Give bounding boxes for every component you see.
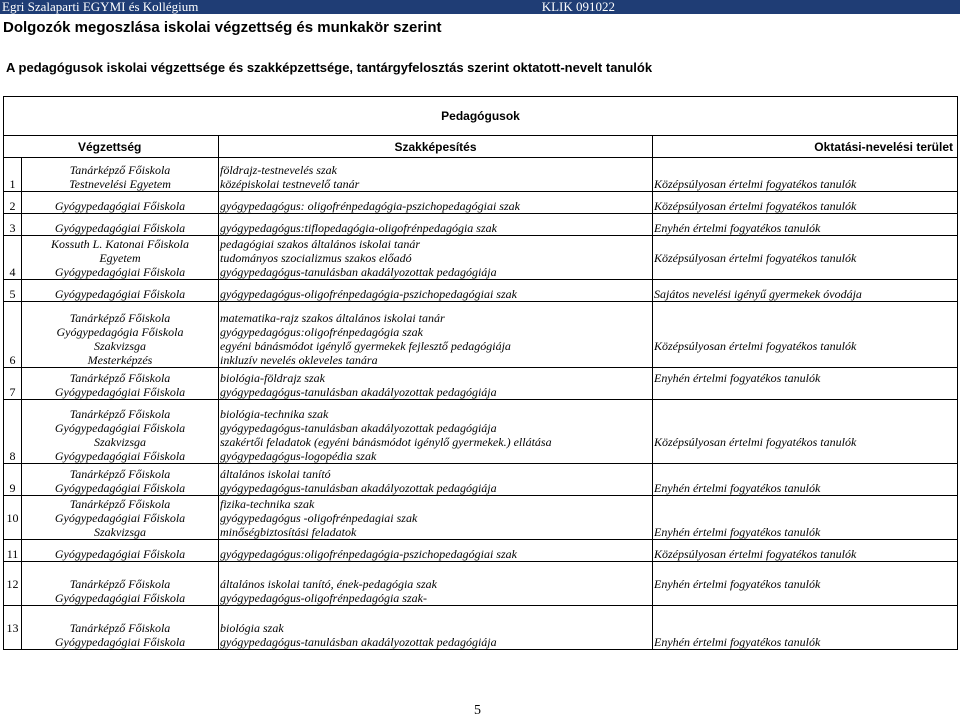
school-cell-line: Gyógypedagógiai Főiskola	[54, 591, 186, 605]
qualification-cell	[219, 562, 653, 606]
table-row	[4, 400, 958, 464]
qualification-cell	[219, 368, 653, 400]
teaching-area-cell	[653, 540, 958, 562]
teaching-area-cell-line	[654, 353, 956, 367]
school-cell	[22, 606, 219, 650]
school-cell-line: Gyógypedagógiai Főiskola	[54, 221, 186, 235]
teaching-area-cell	[653, 400, 958, 464]
school-cell	[22, 368, 219, 400]
qualification-cell	[219, 464, 653, 496]
teaching-area-cell-line: Középsúlyosan értelmi fogyatékos tanulók	[654, 251, 857, 265]
school-cell-line: Tanárképző Főiskola	[69, 407, 171, 421]
qualification-cell-line: biológia-földrajz szak	[220, 371, 326, 385]
qualification-cell-line: gyógypedagógus-tanulásban akadályozottak pedagógiája	[220, 265, 497, 279]
column-header-row	[4, 136, 958, 158]
qualification-cell-line: biológia-technika szak	[220, 407, 329, 421]
teaching-area-cell	[653, 214, 958, 236]
qualification-cell-line: gyógypedagógus:tiflopedagógia-oligofrénpedagógia szak	[220, 221, 497, 235]
school-cell-line: Gyógypedagógia Főiskola	[56, 325, 184, 339]
row-number: 1	[4, 158, 22, 192]
qualification-cell-line: gyógypedagógus: oligofrénpedagógia-pszichopedagógiai szak	[220, 199, 520, 213]
school-cell	[22, 302, 219, 368]
row-number: 11	[4, 540, 22, 562]
school-cell-line: Szakvizsga	[94, 525, 146, 539]
section-subtitle: A pedagógusok iskolai végzettsége és szakképzettsége, tantárgyfelosztás szerint oktatott-nevelt tanulók	[6, 60, 653, 75]
qualification-cell	[219, 158, 653, 192]
teaching-area-cell	[653, 192, 958, 214]
qualification-cell-line: középiskolai testnevelő tanár	[220, 177, 360, 191]
school-cell-line: Mesterképzés	[87, 353, 153, 367]
school-cell-line: Tanárképző Főiskola	[69, 577, 171, 591]
teaching-area-cell-line	[654, 449, 956, 463]
table-row	[4, 496, 958, 540]
qualification-cell-line: gyógypedagógus-oligofrénpedagógia-pszichopedagógiai szak	[220, 287, 517, 301]
school-cell-line: Kossuth L. Katonai Főiskola	[50, 237, 190, 251]
teaching-area-cell-line: Enyhén értelmi fogyatékos tanulók	[654, 221, 821, 235]
table-row	[4, 464, 958, 496]
teaching-area-cell-line	[654, 407, 956, 421]
school-cell	[22, 562, 219, 606]
teaching-area-cell	[653, 496, 958, 540]
document-title: Dolgozók megoszlása iskolai végzettség és munkakör szerint	[3, 19, 442, 36]
qualification-cell-line: matematika-rajz szakos általános iskolai tanár	[220, 311, 445, 325]
school-cell-line: Szakvizsga	[94, 435, 146, 449]
teaching-area-cell-line	[654, 265, 956, 279]
teaching-area-cell-line: Enyhén értelmi fogyatékos tanulók	[654, 525, 821, 539]
teaching-area-cell-line: Középsúlyosan értelmi fogyatékos tanulók	[654, 199, 857, 213]
qualification-cell	[219, 496, 653, 540]
qualification-cell-line: gyógypedagógus-tanulásban akadályozottak pedagógiája	[220, 481, 497, 495]
teaching-area-cell-line	[654, 591, 956, 605]
qualification-cell	[219, 236, 653, 280]
school-cell-line: Gyógypedagógiai Főiskola	[54, 635, 186, 649]
school-cell	[22, 192, 219, 214]
teaching-area-cell-line: Enyhén értelmi fogyatékos tanulók	[654, 577, 821, 591]
teaching-area-cell-line: Középsúlyosan értelmi fogyatékos tanulók	[654, 435, 857, 449]
qualification-cell-line: pedagógiai szakos általános iskolai tanár	[220, 237, 421, 251]
qualification-cell-line: biológia szak	[220, 621, 284, 635]
table-row	[4, 236, 958, 280]
qualification-cell-line: gyógypedagógus-tanulásban akadályozottak pedagógiája	[220, 635, 497, 649]
row-number: 5	[4, 280, 22, 302]
row-number: 13	[4, 606, 22, 650]
teaching-area-cell-line	[654, 325, 956, 339]
school-cell-line: Gyógypedagógiai Főiskola	[54, 199, 186, 213]
table-row	[4, 606, 958, 650]
teaching-area-cell-line	[654, 621, 956, 635]
row-number: 9	[4, 464, 22, 496]
teaching-area-cell-line: Enyhén értelmi fogyatékos tanulók	[654, 371, 821, 385]
qualification-cell	[219, 540, 653, 562]
qualification-cell-line: gyógypedagógus-oligofrénpedagógia szak-	[220, 591, 427, 605]
row-number: 12	[4, 562, 22, 606]
teaching-area-cell	[653, 236, 958, 280]
school-cell-line: Gyógypedagógiai Főiskola	[54, 511, 186, 525]
table-row	[4, 158, 958, 192]
teaching-area-cell-line	[654, 311, 956, 325]
col-header-terulet: Oktatási-nevelési terület	[653, 136, 958, 158]
row-number: 7	[4, 368, 22, 400]
qualification-cell	[219, 192, 653, 214]
teaching-area-cell-line	[654, 163, 956, 177]
school-cell-line: Tanárképző Főiskola	[69, 497, 171, 511]
school-cell-line: Tanárképző Főiskola	[69, 311, 171, 325]
school-cell	[22, 464, 219, 496]
document-header-bar	[0, 0, 960, 14]
school-cell-line: Tanárképző Főiskola	[69, 467, 171, 481]
qualification-cell-line: gyógypedagógus-tanulásban akadályozottak pedagógiája	[220, 385, 497, 399]
teaching-area-cell-line: Középsúlyosan értelmi fogyatékos tanulók	[654, 177, 857, 191]
qualification-cell-line: egyéni bánásmódot igénylő gyermekek fejlesztő pedagógiája	[220, 339, 511, 353]
qualification-cell	[219, 214, 653, 236]
qualification-cell-line: gyógypedagógus-tanulásban akadályozottak pedagógiája	[220, 421, 497, 435]
teaching-area-cell	[653, 280, 958, 302]
school-cell-line: Tanárképző Főiskola	[69, 371, 171, 385]
school-cell-line: Gyógypedagógiai Főiskola	[54, 385, 186, 399]
page-number: 5	[474, 703, 481, 718]
school-cell-line: Gyógypedagógiai Főiskola	[54, 421, 186, 435]
qualification-cell	[219, 606, 653, 650]
school-cell-line: Tanárképző Főiskola	[69, 163, 171, 177]
col-header-szakkepesites: Szakképesítés	[219, 136, 653, 158]
qualification-cell-line: földrajz-testnevelés szak	[220, 163, 337, 177]
school-cell	[22, 214, 219, 236]
teaching-area-cell	[653, 158, 958, 192]
qualification-cell-line: általános iskolai tanító	[220, 467, 331, 481]
school-cell-line: Egyetem	[99, 251, 141, 265]
teaching-area-cell	[653, 562, 958, 606]
school-cell	[22, 400, 219, 464]
table-row	[4, 192, 958, 214]
teaching-area-cell	[653, 464, 958, 496]
school-cell	[22, 496, 219, 540]
group-header-row	[4, 97, 958, 136]
qualification-cell-line: gyógypedagógus:oligofrénpedagógia szak	[220, 325, 423, 339]
school-cell	[22, 280, 219, 302]
col-header-vegzettseg: Végzettség	[4, 136, 219, 158]
group-header-pedagogusok: Pedagógusok	[4, 97, 958, 136]
row-number: 3	[4, 214, 22, 236]
teaching-area-cell-line	[654, 511, 956, 525]
teaching-area-cell-line: Középsúlyosan értelmi fogyatékos tanulók	[654, 547, 857, 561]
school-cell-line: Tanárképző Főiskola	[69, 621, 171, 635]
qualification-cell-line: tudományos szocializmus szakos előadó	[220, 251, 412, 265]
teaching-area-cell-line	[654, 497, 956, 511]
qualification-cell-line: gyógypedagógus:oligofrénpedagógia-pszichopedagógiai szak	[220, 547, 517, 561]
table-row	[4, 368, 958, 400]
school-cell	[22, 540, 219, 562]
table-row	[4, 280, 958, 302]
teachers-table	[3, 96, 958, 650]
school-cell-line: Gyógypedagógiai Főiskola	[54, 287, 186, 301]
qualification-cell-line: fizika-technika szak	[220, 497, 315, 511]
qualification-cell	[219, 280, 653, 302]
qualification-cell-line: általános iskolai tanító, ének-pedagógia szak	[220, 577, 437, 591]
school-cell-line: Testnevelési Egyetem	[69, 177, 171, 191]
qualification-cell-line: minőségbiztosítási feladatok	[220, 525, 357, 539]
school-cell-line: Gyógypedagógiai Főiskola	[54, 481, 186, 495]
teaching-area-cell	[653, 606, 958, 650]
teaching-area-cell-line	[654, 237, 956, 251]
qualification-cell-line: inkluzív nevelés okleveles tanára	[220, 353, 378, 367]
teaching-area-cell	[653, 302, 958, 368]
table-row	[4, 540, 958, 562]
table-row	[4, 302, 958, 368]
row-number: 4	[4, 236, 22, 280]
teaching-area-cell	[653, 368, 958, 400]
school-cell-line: Gyógypedagógiai Főiskola	[54, 265, 186, 279]
table-row	[4, 214, 958, 236]
teaching-area-cell-line: Sajátos nevelési igényű gyermekek óvodája	[654, 287, 862, 301]
teaching-area-cell-line: Enyhén értelmi fogyatékos tanulók	[654, 635, 821, 649]
school-cell	[22, 158, 219, 192]
teaching-area-cell-line	[654, 421, 956, 435]
qualification-cell	[219, 302, 653, 368]
school-cell-line: Gyógypedagógiai Főiskola	[54, 449, 186, 463]
teaching-area-cell-line	[654, 467, 956, 481]
qualification-cell-line: gyógypedagógus-logopédia szak	[220, 449, 377, 463]
row-number: 10	[4, 496, 22, 540]
school-cell	[22, 236, 219, 280]
table-row	[4, 562, 958, 606]
header-code: KLIK 091022	[541, 0, 615, 14]
qualification-cell-line: szakértői feladatok (egyéni bánásmódot igénylő gyermekek.) ellátása	[220, 435, 552, 449]
teaching-area-cell-line	[654, 385, 956, 399]
header-institution: Egri Szalaparti EGYMI és Kollégium	[2, 0, 199, 14]
school-cell-line: Gyógypedagógiai Főiskola	[54, 547, 186, 561]
school-cell-line: Szakvizsga	[94, 339, 146, 353]
row-number: 2	[4, 192, 22, 214]
row-number: 8	[4, 400, 22, 464]
qualification-cell-line: gyógypedagógus -oligofrénpedagiai szak	[220, 511, 418, 525]
row-number: 6	[4, 302, 22, 368]
teaching-area-cell-line: Középsúlyosan értelmi fogyatékos tanulók	[654, 339, 857, 353]
qualification-cell	[219, 400, 653, 464]
teaching-area-cell-line: Enyhén értelmi fogyatékos tanulók	[654, 481, 821, 495]
